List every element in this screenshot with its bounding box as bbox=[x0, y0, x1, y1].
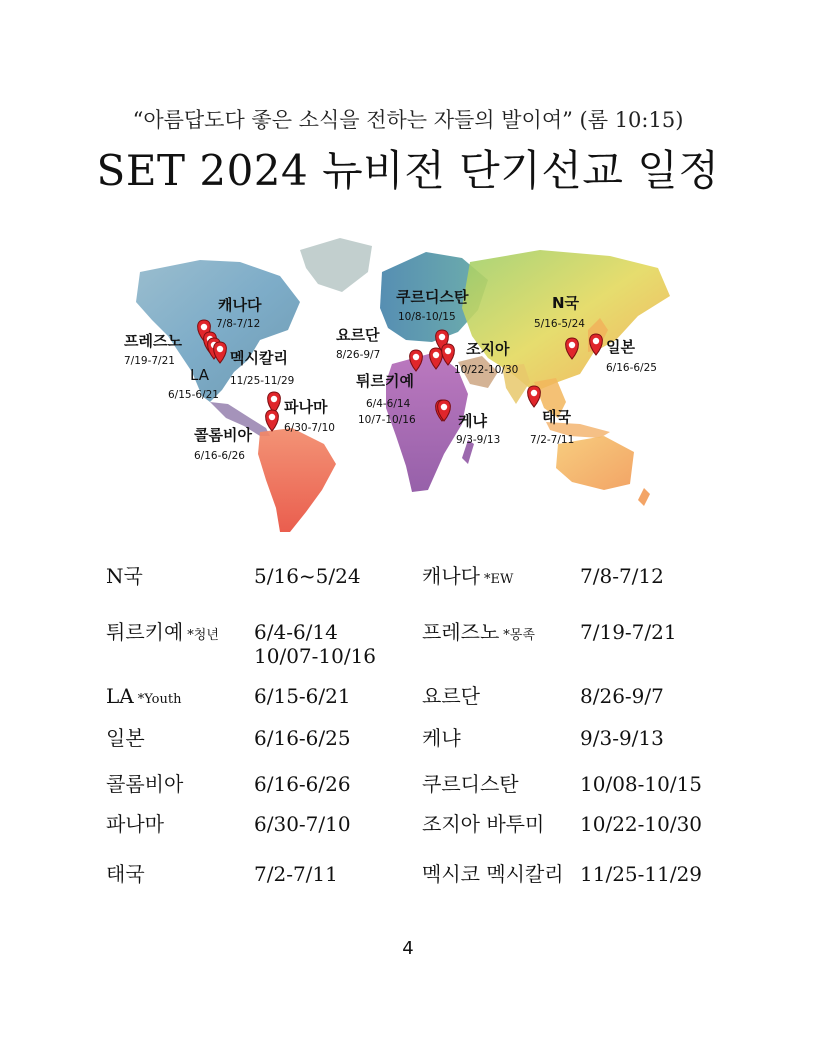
schedule-right-name-note: *몽족 bbox=[503, 628, 535, 643]
schedule-left-name-text: 콜롬비아 bbox=[106, 772, 184, 796]
schedule-right-date-text: 9/3-9/13 bbox=[580, 726, 664, 750]
schedule-left-date-text: 6/4-6/14 bbox=[254, 620, 338, 644]
new-zealand-shape bbox=[638, 488, 650, 506]
schedule-left-date-2-text: 10/07-10/16 bbox=[254, 644, 377, 668]
page-title: SET 2024 뉴비전 단기선교 일정 bbox=[96, 146, 720, 195]
schedule-right-name bbox=[422, 772, 519, 796]
schedule-left-name-note: *Youth bbox=[137, 692, 182, 707]
schedule-left-date bbox=[254, 772, 351, 796]
label-mexicali: 멕시칼리 bbox=[230, 349, 288, 367]
schedule-right-name bbox=[422, 812, 544, 836]
south-america-shape bbox=[258, 428, 336, 532]
schedule-left-name-text: 파나마 bbox=[106, 812, 164, 836]
label-thailand-date: 7/2-7/11 bbox=[530, 434, 575, 446]
schedule-right-name-text: 조지아 바투미 bbox=[422, 812, 545, 836]
schedule-right-date bbox=[580, 564, 664, 588]
label-turkiye: 튀르키예 bbox=[356, 372, 414, 390]
schedule-right-name-text: 케냐 bbox=[422, 726, 461, 750]
schedule-right-name-text: 요르단 bbox=[422, 684, 480, 708]
schedule-right-name-text: 멕시코 멕시칼리 bbox=[422, 862, 564, 886]
label-kenya: 케냐 bbox=[458, 412, 487, 430]
schedule-right-date-text: 7/8-7/12 bbox=[580, 564, 664, 588]
schedule-right-name bbox=[422, 620, 535, 644]
schedule-left-date-text: 6/16-6/26 bbox=[254, 772, 351, 796]
label-ncountry-date: 5/16-5/24 bbox=[534, 318, 585, 330]
schedule-right-date-text: 10/22-10/30 bbox=[580, 812, 703, 836]
schedule-left-name bbox=[106, 812, 164, 836]
schedule-right-date-text: 7/19-7/21 bbox=[580, 620, 677, 644]
schedule-right-name bbox=[422, 862, 564, 886]
schedule-left-date-text: 7/2-7/11 bbox=[254, 862, 338, 886]
label-jordan-date: 8/26-9/7 bbox=[336, 349, 381, 361]
label-fresno: 프레즈노 bbox=[124, 332, 182, 350]
schedule-left-name-text: N국 bbox=[106, 564, 143, 588]
label-thailand: 태국 bbox=[542, 408, 571, 426]
label-turkiye-date-2: 10/7-10/16 bbox=[358, 414, 416, 426]
schedule-right-name-text: 프레즈노 bbox=[422, 620, 500, 644]
schedule-left-name-text: 태국 bbox=[106, 862, 145, 886]
label-fresno-date: 7/19-7/21 bbox=[124, 355, 175, 367]
label-la: LA bbox=[190, 366, 209, 384]
schedule-left-date bbox=[254, 564, 361, 588]
schedule-left-name bbox=[106, 862, 145, 886]
schedule-right-name-note: *EW bbox=[483, 572, 514, 587]
label-mexicali-date: 11/25-11/29 bbox=[230, 375, 295, 387]
label-la-date: 6/15-6/21 bbox=[168, 389, 219, 401]
label-panama-date: 6/30-7/10 bbox=[284, 422, 335, 434]
label-colombia: 콜롬비아 bbox=[194, 426, 252, 444]
schedule-right-date bbox=[580, 620, 677, 644]
label-panama: 파나마 bbox=[284, 398, 328, 416]
schedule-right-name-text: 캐나다 bbox=[422, 564, 480, 588]
schedule-right-date bbox=[580, 684, 664, 708]
schedule-left-name-note: *청년 bbox=[187, 628, 219, 643]
schedule-right-date-text: 10/08-10/15 bbox=[580, 772, 703, 796]
schedule-right-name-text: 쿠르디스탄 bbox=[422, 772, 519, 796]
schedule-right-date bbox=[580, 812, 702, 836]
schedule-right-date bbox=[580, 772, 702, 796]
schedule-left-date-text: 5/16~5/24 bbox=[254, 564, 361, 588]
schedule-left-name bbox=[106, 772, 183, 796]
schedule-left-name bbox=[106, 620, 219, 644]
schedule-left-name-text: 튀르키예 bbox=[106, 620, 184, 644]
label-japan: 일본 bbox=[606, 338, 635, 356]
label-kurdistan: 쿠르디스탄 bbox=[396, 288, 469, 306]
schedule-left-date bbox=[254, 620, 338, 644]
schedule-left-name bbox=[106, 684, 181, 708]
schedule-right-name bbox=[422, 684, 480, 708]
schedule-left-name-text: LA bbox=[106, 684, 134, 708]
bible-verse: “아름답도다 좋은 소식을 전하는 자들의 발이여” (롬 10:15) bbox=[132, 108, 684, 132]
label-canada: 캐나다 bbox=[218, 296, 262, 314]
schedule-left-date-text: 6/16-6/25 bbox=[254, 726, 351, 750]
schedule-left-name-text: 일본 bbox=[106, 726, 145, 750]
label-kenya-date: 9/3-9/13 bbox=[456, 434, 501, 446]
schedule-left-date-text: 6/30-7/10 bbox=[254, 812, 351, 836]
schedule-left-name bbox=[106, 564, 143, 588]
schedule-left-name bbox=[106, 726, 145, 750]
schedule-right-name bbox=[422, 564, 513, 588]
schedule-right-date bbox=[580, 726, 664, 750]
schedule-left-date-text: 6/15-6/21 bbox=[254, 684, 351, 708]
schedule-left-date bbox=[254, 684, 351, 708]
label-jordan: 요르단 bbox=[336, 326, 380, 344]
schedule-left-date bbox=[254, 862, 338, 886]
schedule-left-date bbox=[254, 812, 351, 836]
label-georgia-date: 10/22-10/30 bbox=[454, 364, 519, 376]
schedule-right-date-text: 11/25-11/29 bbox=[580, 862, 703, 886]
label-colombia-date: 6/16-6/26 bbox=[194, 450, 245, 462]
label-canada-date: 7/8-7/12 bbox=[216, 318, 261, 330]
label-ncountry: N국 bbox=[552, 294, 580, 312]
label-kurdistan-date: 10/8-10/15 bbox=[398, 311, 456, 323]
schedule-right-date bbox=[580, 862, 702, 886]
schedule-left-date bbox=[254, 726, 351, 750]
label-georgia: 조지아 bbox=[466, 340, 510, 358]
schedule-right-date-text: 8/26-9/7 bbox=[580, 684, 664, 708]
label-japan-date: 6/16-6/25 bbox=[606, 362, 657, 374]
schedule-left-date-2 bbox=[254, 644, 376, 668]
schedule-right-name bbox=[422, 726, 461, 750]
page-number: 4 bbox=[402, 938, 414, 959]
label-turkiye-date-1: 6/4-6/14 bbox=[366, 398, 411, 410]
greenland-shape bbox=[300, 238, 372, 292]
